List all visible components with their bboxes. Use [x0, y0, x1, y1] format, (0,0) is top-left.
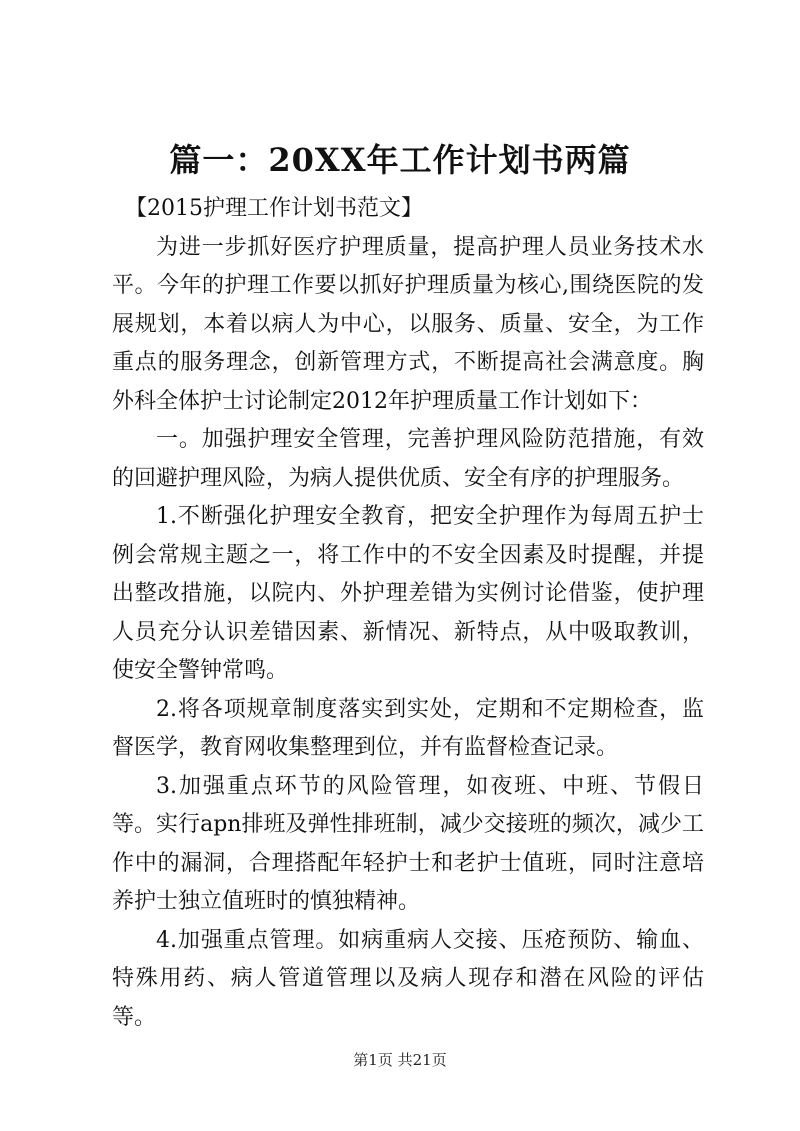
document-title: 篇一：20XX年工作计划书两篇: [169, 141, 631, 179]
page-footer: 第1页 共21页: [353, 1051, 447, 1069]
paragraph-item-3: 3.加强重点环节的风险管理，如夜班、中班、节假日等。实行apn排班及弹性排班制，减少交接班的频次，减少工作中的漏洞，合理搭配年轻护士和老护士值班，同时注意培养护士独立值班时的慎独精神。: [112, 773, 704, 914]
document-body: [112, 190, 704, 1037]
paragraph-item-4: 4.加强重点管理。如病重病人交接、压疮预防、输血、特殊用药、病人管道管理以及病人现存和潜在风险的评估等。: [112, 927, 704, 1030]
paragraph-item-1: 1.不断强化护理安全教育，把安全护理作为每周五护士例会常规主题之一，将工作中的不安全因素及时提醒，并提出整改措施，以院内、外护理差错为实例讨论借鉴，使护理人员充分认识差错因素、新情况、新特点，从中吸取教训，使安全警钟常鸣。: [112, 504, 704, 683]
paragraph-intro: 为进一步抓好医疗护理质量，提高护理人员业务技术水平。今年的护理工作要以抓好护理质量为核心,围绕医院的发展规划，本着以病人为中心，以服务、质量、安全，为工作重点的服务理念，创新管理方式，不断提高社会满意度。胸外科全体护士讨论制定2012年护理质量工作计划如下：: [112, 234, 704, 414]
paragraph-item-2: 2.将各项规章制度落实到实处，定期和不定期检查，监督医学，教育网收集整理到位，并有监督检查记录。: [112, 696, 704, 760]
document-subtitle: 【2015护理工作计划书范文】: [125, 196, 423, 221]
paragraph-section-1: 一。加强护理安全管理，完善护理风险防范措施，有效的回避护理风险，为病人提供优质、安全有序的护理服务。: [112, 427, 704, 491]
